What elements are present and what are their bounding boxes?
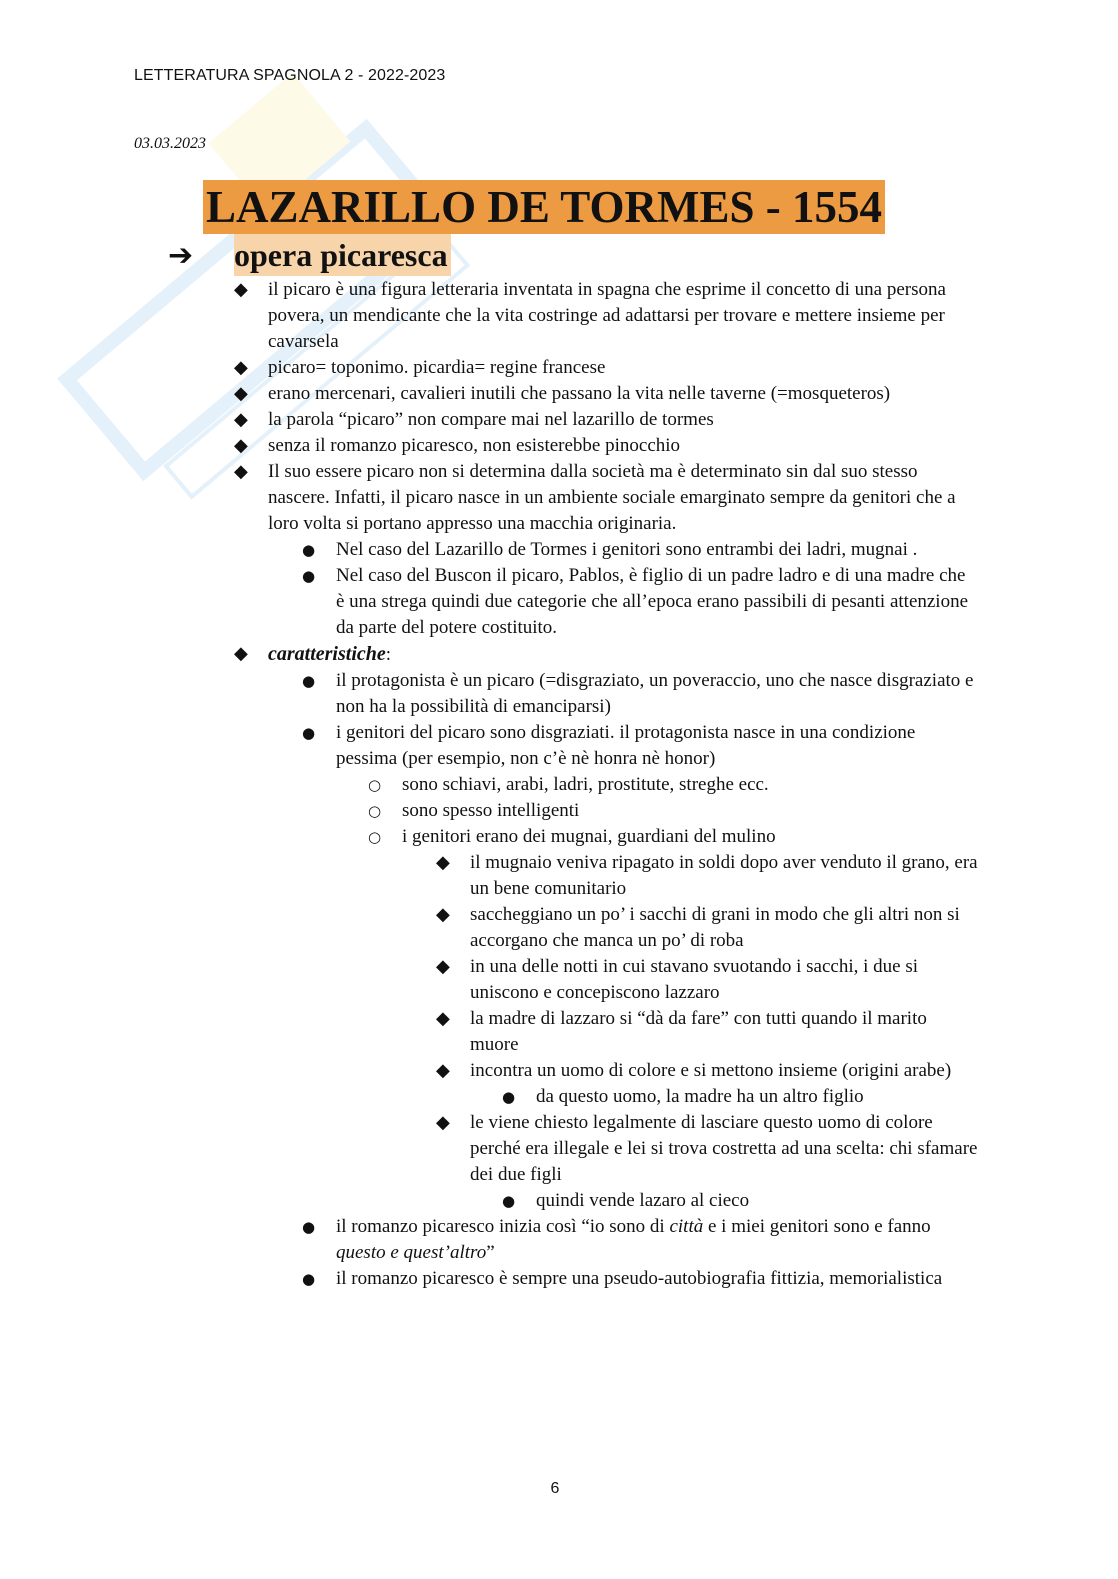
diamond-bullet-icon: ◆ <box>436 956 450 977</box>
hollow-circle-bullet-icon: ○ <box>368 828 382 846</box>
list-item: ◆ Il suo essere picaro non si determina dalla società ma è determinato sin dal suo stesso nascere. Infatti, il picaro nasce in un ambiente sociale emarginato sempre da genitori che a loro volta si portano appresso una macchia originaria. <box>234 461 956 534</box>
lecture-date: 03.03.2023 <box>134 135 206 152</box>
list-item: ◆ in una delle notti in cui stavano svuotando i sacchi, i due si uniscono e concepiscono lazzaro <box>436 956 918 1003</box>
page-number: 6 <box>550 1480 560 1497</box>
diamond-bullet-icon: ◆ <box>436 1008 450 1029</box>
section-label: caratteristiche <box>268 643 386 665</box>
list-item: ● quindi vende lazaro al cieco <box>536 1188 976 1214</box>
diamond-bullet-icon: ◆ <box>234 461 248 482</box>
list-item: ● Nel caso del Lazarillo de Tormes i genitori sono entrambi dei ladri, mugnai . <box>336 537 976 563</box>
diamond-bullet-icon: ◆ <box>234 409 248 430</box>
list-item: ○ i genitori erano dei mugnai, guardiani del mulino <box>402 824 962 850</box>
list-item: ◆ il mugnaio veniva ripagato in soldi dopo aver venduto il grano, era un bene comunitario <box>436 852 978 899</box>
list-item: ◆ erano mercenari, cavalieri inutili che passano la vita nelle taverne (=mosqueteros) <box>268 381 983 407</box>
list-item: ◆ senza il romanzo picaresco, non esisterebbe pinocchio <box>268 433 983 459</box>
page-title: LAZARILLO DE TORMES - 1554 <box>203 180 885 234</box>
list-item: ◆ incontra un uomo di colore e si mettono insieme (origini arabe) <box>470 1058 980 1084</box>
bullet-dot-icon: ● <box>302 1218 316 1236</box>
bullet-dot-icon: ● <box>302 1270 316 1288</box>
list-item: ● il romanzo picaresco inizia così “io sono di città e i miei genitori sono e fanno questo e quest’altro” <box>302 1216 931 1263</box>
diamond-bullet-icon: ◆ <box>234 279 248 300</box>
list-item: ◆ le viene chiesto legalmente di lasciare questo uomo di colore perché era illegale e lei si trova costretta ad una scelta: chi sfamare dei due figli <box>436 1112 978 1185</box>
diamond-bullet-icon: ◆ <box>234 357 248 378</box>
bullet-dot-icon: ● <box>302 724 316 742</box>
diamond-bullet-icon: ◆ <box>436 1060 450 1081</box>
list-item: ● Nel caso del Buscon il picaro, Pablos, è figlio di un padre ladro e di una madre che è una strega quindi due categorie che all’epoca erano passibili di pesanti attenzione da parte del potere costituito. <box>302 565 969 638</box>
bullet-dot-icon: ● <box>502 1088 516 1106</box>
subtitle: opera picaresca <box>234 234 451 276</box>
list-item: ● il protagonista è un picaro (=disgraziato, un poveraccio, uno che nasce disgraziato e non ha la possibilità di emanciparsi) <box>302 670 974 717</box>
diamond-bullet-icon: ◆ <box>234 435 248 456</box>
diamond-bullet-icon: ◆ <box>234 643 248 664</box>
bullet-dot-icon: ● <box>302 672 316 690</box>
list-item: ○ sono schiavi, arabi, ladri, prostitute, streghe ecc. <box>402 772 962 798</box>
list-item: ○ sono spesso intelligenti <box>402 798 962 824</box>
list-item: ◆ saccheggiano un po’ i sacchi di grani in modo che gli altri non si accorgano che manca un po’ di roba <box>436 904 960 951</box>
bullet-dot-icon: ● <box>302 541 316 559</box>
diamond-bullet-icon: ◆ <box>436 904 450 925</box>
list-item: ◆ la madre di lazzaro si “dà da fare” con tutti quando il marito muore <box>436 1008 927 1055</box>
bullet-dot-icon: ● <box>302 567 316 585</box>
list-item: ◆ il picaro è una figura letteraria inventata in spagna che esprime il concetto di una persona povera, un mendicante che la vita costringe ad adattarsi per trovare e mettere insieme per cavarsela <box>234 279 946 352</box>
list-item: ● da questo uomo, la madre ha un altro figlio <box>536 1084 976 1110</box>
diamond-bullet-icon: ◆ <box>436 852 450 873</box>
diamond-bullet-icon: ◆ <box>436 1112 450 1133</box>
hollow-circle-bullet-icon: ○ <box>368 776 382 794</box>
list-item: ● il romanzo picaresco è sempre una pseudo-autobiografia fittizia, memorialistica <box>336 1266 976 1292</box>
document-header: LETTERATURA SPAGNOLA 2 - 2022-2023 <box>134 67 446 84</box>
list-item: ● i genitori del picaro sono disgraziati. il protagonista nasce in una condizione pessima (per esempio, non c’è nè honra nè honor) <box>302 722 916 769</box>
list-item: ◆ picaro= toponimo. picardia= regine francese <box>268 355 983 381</box>
subtitle-row <box>168 234 451 276</box>
right-arrow-icon: ➔ <box>168 237 194 273</box>
list-item: ◆ caratteristiche: <box>234 643 392 665</box>
diamond-bullet-icon: ◆ <box>234 383 248 404</box>
hollow-circle-bullet-icon: ○ <box>368 802 382 820</box>
notes-list <box>0 277 1118 1292</box>
list-item: ◆ la parola “picaro” non compare mai nel lazarillo de tormes <box>268 407 983 433</box>
bullet-dot-icon: ● <box>502 1192 516 1210</box>
